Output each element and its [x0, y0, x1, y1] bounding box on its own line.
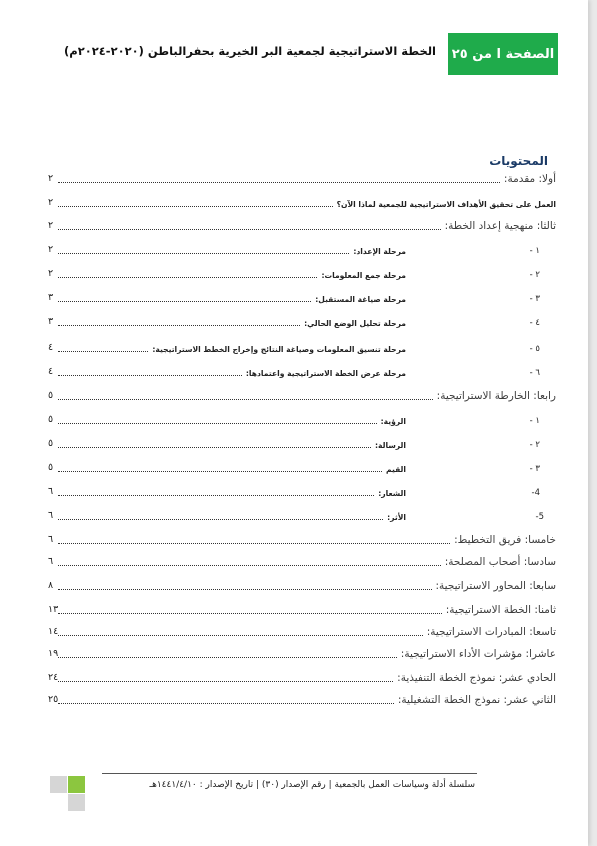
toc-dot-leader	[58, 182, 500, 183]
footer-square-gray-icon	[68, 794, 85, 811]
toc-page-number: ٢	[48, 268, 54, 279]
footer-divider	[102, 773, 477, 774]
footer-square-gray-icon	[50, 776, 67, 793]
toc-entry-title: مرحلة تحليل الوضع الحالي:	[304, 319, 406, 328]
footer-square-green-icon	[68, 776, 85, 793]
toc-entry[interactable]	[48, 289, 556, 305]
toc-entry-title: مرحلة صياغة المستقبل:	[315, 295, 406, 304]
document-title: الخطة الاستراتيجية لجمعية البر الخيرية بحفرالباطن (٢٠٢٠-٢٠٢٤م)	[64, 44, 436, 58]
toc-dot-leader	[58, 423, 377, 424]
toc-entry-number: 5-	[535, 512, 544, 522]
toc-dot-leader	[58, 447, 371, 448]
toc-entry-title: رابعا: الخارطة الاستراتيجية:	[436, 390, 556, 402]
toc-dot-leader	[58, 657, 397, 658]
toc-dot-leader	[58, 635, 423, 636]
toc-entry-title: الأثر:	[387, 513, 406, 522]
toc-entry[interactable]	[48, 601, 556, 617]
toc-entry-title: الرسالة:	[375, 441, 406, 450]
toc-entry[interactable]	[48, 339, 556, 355]
toc-entry-title: الثاني عشر: نموذج الخطة التشغيلية:	[397, 694, 556, 706]
toc-entry[interactable]	[48, 265, 556, 281]
toc-entry[interactable]	[48, 531, 556, 547]
toc-dot-leader	[58, 543, 450, 544]
toc-entry-number: ١ -	[529, 416, 540, 426]
toc-entry-title: مرحلة جمع المعلومات:	[321, 271, 406, 280]
toc-entry-title: مرحلة عرض الخطة الاستراتيجية واعتمادها:	[245, 369, 406, 378]
toc-page-number: ٣	[48, 292, 54, 303]
toc-page-number: ٦	[48, 510, 54, 521]
toc-entry[interactable]	[48, 645, 556, 661]
toc-entry-number: ٣ -	[529, 464, 540, 474]
toc-entry-title: خامسا: فريق التخطيط:	[454, 534, 556, 546]
toc-page-number: ٣	[48, 316, 54, 327]
toc-entry-number: ٤ -	[529, 318, 540, 328]
toc-entry[interactable]	[48, 483, 556, 499]
toc-dot-leader	[58, 229, 441, 230]
toc-entry-title: سابعا: المحاور الاستراتيجية:	[435, 580, 556, 592]
toc-page-number: ٢٥	[48, 694, 59, 705]
toc-page-number: ٤	[48, 342, 54, 353]
page-number-badge: الصفحة ا من ٢٥	[448, 33, 558, 75]
toc-entry[interactable]	[48, 170, 556, 186]
toc-page-number: ١٤	[48, 626, 59, 637]
toc-entry-title: ثامنا: الخطة الاستراتيجية:	[445, 604, 556, 616]
toc-entry-title: ثالثا: منهجية إعداد الخطة:	[444, 220, 556, 232]
toc-entry[interactable]	[48, 553, 556, 569]
toc-entry-number: ٢ -	[529, 270, 540, 280]
toc-page-number: ١٣	[48, 604, 59, 615]
toc-entry-title: عاشرا: مؤشرات الأداء الاستراتيجية:	[400, 648, 556, 660]
toc-heading: المحتويات	[489, 154, 548, 168]
toc-entry-number: ١ -	[529, 246, 540, 256]
toc-page-number: ٥	[48, 462, 54, 473]
toc-entry-title: القيم	[386, 465, 406, 474]
toc-page-number: ٥	[48, 414, 54, 425]
toc-entry[interactable]	[48, 387, 556, 403]
toc-entry-title: الشعار:	[378, 489, 406, 498]
toc-entry-title: الرؤية:	[380, 417, 406, 426]
toc-dot-leader	[58, 519, 383, 520]
toc-entry[interactable]	[48, 507, 556, 523]
toc-dot-leader	[58, 589, 432, 590]
toc-dot-leader	[58, 301, 311, 302]
toc-entry[interactable]	[48, 669, 556, 685]
toc-page-number: ٦	[48, 534, 54, 545]
toc-dot-leader	[58, 703, 394, 704]
toc-page-number: ٢	[48, 220, 54, 231]
toc-entry[interactable]	[48, 577, 556, 593]
toc-entry[interactable]	[48, 194, 556, 210]
toc-entry[interactable]	[48, 241, 556, 257]
toc-dot-leader	[58, 681, 393, 682]
toc-page-number: ١٩	[48, 648, 59, 659]
toc-page-number: ٢٤	[48, 672, 59, 683]
toc-entry-number: 4-	[531, 488, 540, 498]
footer-text: سلسلة أدلة وسياسات العمل بالجمعية | رقم الإصدار (٣٠) | تاريخ الإصدار : ١٤٤١/٤/١٠هـ	[149, 780, 475, 790]
toc-dot-leader	[58, 277, 317, 278]
toc-entry-number: ٢ -	[529, 440, 540, 450]
toc-entry-title: الحادي عشر: نموذج الخطة التنفيذية:	[397, 672, 556, 684]
toc-dot-leader	[58, 495, 374, 496]
toc-dot-leader	[58, 325, 300, 326]
toc-page-number: ٦	[48, 556, 54, 567]
toc-entry-number: ٦ -	[529, 368, 540, 378]
toc-entry[interactable]	[48, 435, 556, 451]
toc-page-number: ٢	[48, 197, 54, 208]
toc-entry-title: مرحلة تنسيق المعلومات وصياغة النتائج وإخراج الخطط الاستراتيجية:	[152, 345, 406, 354]
toc-page-number: ٢	[48, 173, 54, 184]
toc-dot-leader	[58, 565, 441, 566]
toc-entry[interactable]	[48, 313, 556, 329]
toc-dot-leader	[58, 399, 433, 400]
toc-page-number: ٥	[48, 390, 54, 401]
toc-entry-number: ٥ -	[529, 344, 540, 354]
toc-dot-leader	[58, 375, 242, 376]
toc-entry-title: مرحلة الإعداد:	[353, 247, 406, 256]
toc-page-number: ٢	[48, 244, 54, 255]
toc-dot-leader	[58, 206, 333, 207]
toc-entry[interactable]	[48, 217, 556, 233]
toc-entry-title: تاسعا: المبادرات الاستراتيجية:	[426, 626, 556, 638]
toc-entry[interactable]	[48, 363, 556, 379]
toc-page-number: ٨	[48, 580, 54, 591]
toc-entry[interactable]	[48, 411, 556, 427]
toc-entry-number: ٣ -	[529, 294, 540, 304]
toc-dot-leader	[58, 471, 382, 472]
toc-entry-title: أولا: مقدمة:	[503, 173, 556, 185]
toc-entry-title: سادسا: أصحاب المصلحة:	[444, 556, 556, 568]
toc-page-number: ٤	[48, 366, 54, 377]
toc-entry[interactable]	[48, 691, 556, 707]
toc-entry[interactable]	[48, 623, 556, 639]
toc-page-number: ٦	[48, 486, 54, 497]
toc-dot-leader	[58, 613, 442, 614]
toc-dot-leader	[58, 351, 148, 352]
toc-dot-leader	[58, 253, 349, 254]
toc-entry[interactable]	[48, 459, 556, 475]
toc-entry-title: العمل على تحقيق الأهداف الاستراتيجية للجمعية لماذا الآن؟	[336, 200, 556, 209]
toc-page-number: ٥	[48, 438, 54, 449]
